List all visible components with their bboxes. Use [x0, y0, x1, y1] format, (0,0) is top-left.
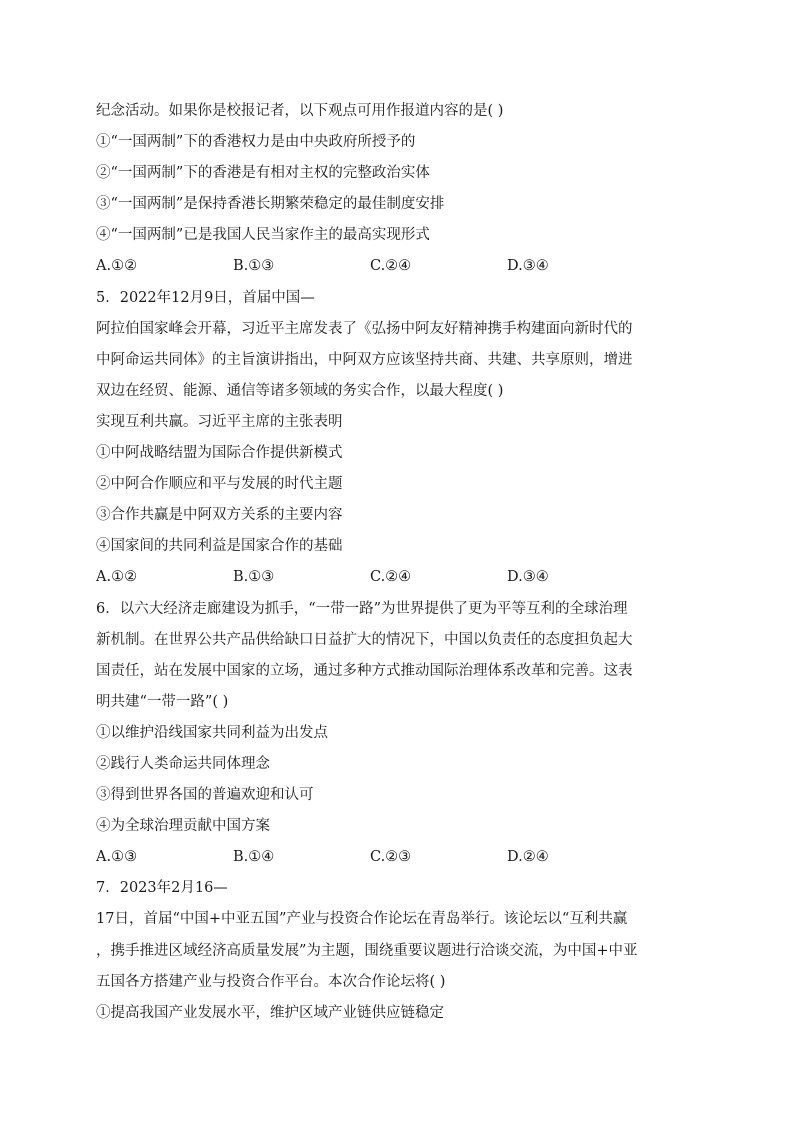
- option-d: D.③④: [507, 258, 549, 275]
- option-b: B.①③: [233, 569, 275, 586]
- question-stem-line: 明共建“一带一路”( ): [96, 693, 229, 710]
- option-a: A.①②: [96, 258, 138, 275]
- question-stem-line: 5．2022年12月9日，首届中国—: [96, 289, 315, 306]
- statement-1: ①提高我国产业发展水平，维护区域产业链供应链稳定: [96, 1004, 444, 1021]
- document-page: [96, 96, 696, 1029]
- question-stem-line: 新机制。在世界公共产品供给缺口日益扩大的情况下，中国以负责任的态度担负起大: [96, 631, 633, 648]
- option-a: A.①②: [96, 569, 138, 586]
- answer-options: [96, 251, 696, 282]
- statement-1: ①中阿战略结盟为国际合作提供新模式: [96, 445, 343, 462]
- option-b: B.①③: [233, 258, 275, 275]
- question-stem-line: 纪念活动。如果你是校报记者，以下观点可用作报道内容的是( ): [96, 103, 504, 119]
- statement-4: ④“一国两制”已是我国人民当家作主的最高实现形式: [96, 227, 430, 244]
- statement-2: ②“一国两制”下的香港是有相对主权的完整政治实体: [96, 165, 430, 182]
- statement-2: ②中阿合作顺应和平与发展的时代主题: [96, 476, 343, 493]
- option-c: C.②④: [370, 258, 412, 275]
- question-stem-line: 17日，首届“中国+中亚五国”产业与投资合作论坛在青岛举行。该论坛以“互利共赢: [96, 911, 628, 928]
- question-stem-line: 国责任，站在发展中国家的立场，通过多种方式推动国际治理体系改革和完善。这表: [96, 662, 633, 679]
- question-stem-line: 7．2023年2月16—: [96, 880, 228, 897]
- answer-options: [96, 562, 696, 593]
- question-5: [96, 283, 696, 594]
- statement-3: ③得到世界各国的普遍欢迎和认可: [96, 787, 314, 804]
- question-stem-line: 双边在经贸、能源、通信等诸多领域的务实合作，以最大程度( ): [96, 382, 504, 399]
- option-b: B.①④: [233, 849, 275, 866]
- option-a: A.①③: [96, 849, 138, 866]
- answer-options: [96, 842, 696, 873]
- statement-4: ④为全球治理贡献中国方案: [96, 818, 270, 835]
- question-stem-line: 实现互利共赢。习近平主席的主张表明: [96, 413, 343, 430]
- option-d: D.③④: [507, 569, 549, 586]
- question-6: [96, 594, 696, 874]
- question-stem-line: 阿拉伯国家峰会开幕，习近平主席发表了《弘扬中阿友好精神携手构建面向新时代的: [96, 320, 633, 337]
- question-4: [96, 96, 696, 283]
- statement-3: ③“一国两制”是保持香港长期繁荣稳定的最佳制度安排: [96, 196, 445, 213]
- option-d: D.②④: [507, 849, 549, 866]
- statement-1: ①以维护沿线国家共同利益为出发点: [96, 724, 328, 741]
- question-stem-line: 6．以六大经济走廊建设为抓手，“一带一路”为世界提供了更为平等互利的全球治理: [96, 600, 628, 617]
- statement-1: ①“一国两制”下的香港权力是由中央政府所授予的: [96, 134, 416, 151]
- question-7: [96, 873, 696, 1028]
- statement-3: ③合作共赢是中阿双方关系的主要内容: [96, 507, 343, 524]
- question-stem-line: 中阿命运共同体》的主旨演讲指出，中阿双方应该坚持共商、共建、共享原则，增进: [96, 351, 633, 368]
- question-stem-line: 五国各方搭建产业与投资合作平台。本次合作论坛将( ): [96, 973, 446, 990]
- question-stem-line: ，携手推进区域经济高质量发展”为主题，围绕重要议题进行洽谈交流，为中国+中亚: [96, 942, 638, 959]
- option-c: C.②③: [370, 849, 412, 866]
- option-c: C.②④: [370, 569, 412, 586]
- statement-4: ④国家间的共同利益是国家合作的基础: [96, 538, 343, 555]
- statement-2: ②践行人类命运共同体理念: [96, 755, 270, 772]
